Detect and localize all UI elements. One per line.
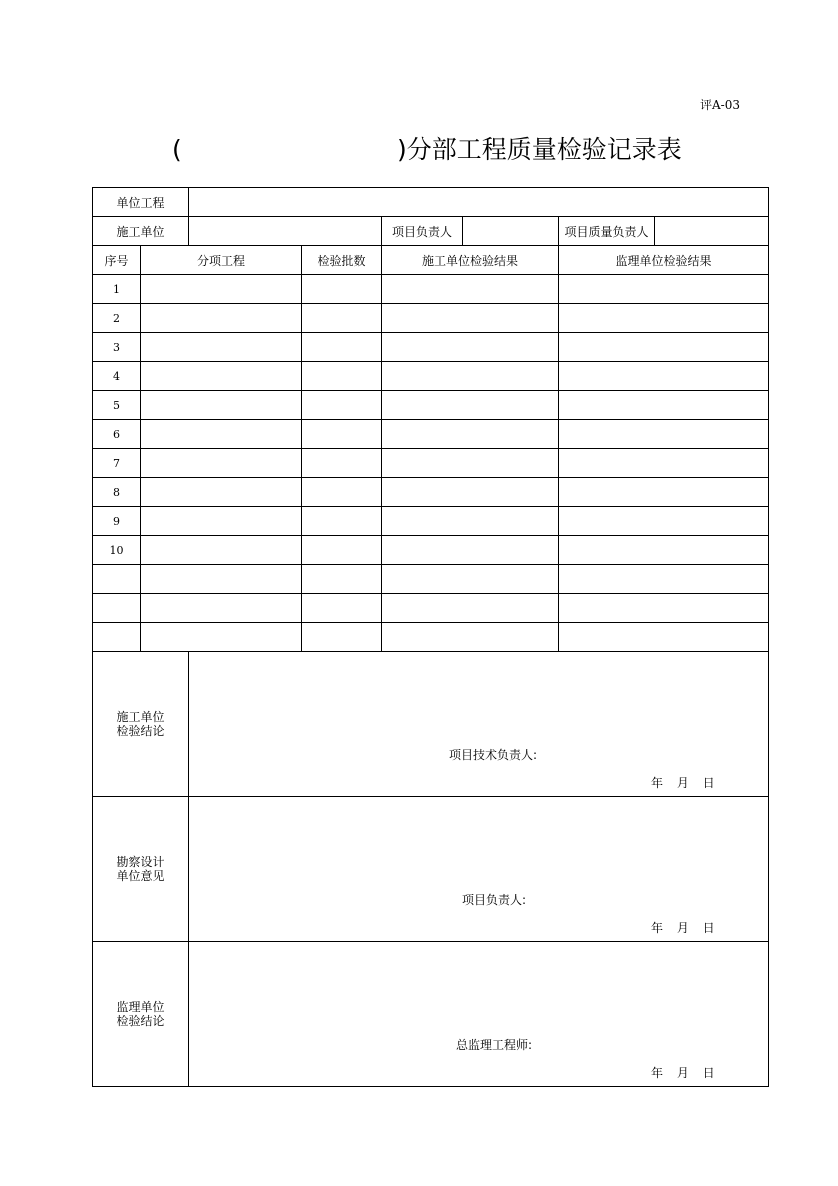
batch-count-cell[interactable] bbox=[302, 449, 382, 478]
quality-manager-field[interactable] bbox=[655, 217, 769, 246]
table-row bbox=[93, 391, 769, 420]
supervision-result-cell[interactable] bbox=[559, 304, 769, 333]
construction-result-cell[interactable] bbox=[382, 478, 559, 507]
construction-result-cell[interactable] bbox=[382, 333, 559, 362]
table-row bbox=[93, 623, 769, 652]
batch-count-cell[interactable] bbox=[302, 420, 382, 449]
project-manager-label: 项目负责人 bbox=[382, 217, 463, 246]
sub-item-cell[interactable] bbox=[141, 507, 302, 536]
table-row bbox=[93, 478, 769, 507]
supervision-result-cell[interactable] bbox=[559, 420, 769, 449]
row-number: 8 bbox=[93, 478, 141, 507]
row-number: 7 bbox=[93, 449, 141, 478]
construction-unit-field[interactable] bbox=[189, 217, 382, 246]
inspection-record-table bbox=[92, 187, 769, 1087]
table-row bbox=[93, 275, 769, 304]
supervision-result-cell[interactable] bbox=[559, 623, 769, 652]
construction-unit-label: 施工单位 bbox=[93, 217, 189, 246]
table-row bbox=[93, 507, 769, 536]
batch-count-cell[interactable] bbox=[302, 304, 382, 333]
section-label-line: 勘察设计 bbox=[116, 855, 165, 869]
sub-item-cell[interactable] bbox=[141, 304, 302, 333]
table-row bbox=[93, 362, 769, 391]
table-row bbox=[93, 536, 769, 565]
design-opinion-section bbox=[93, 797, 769, 942]
supervision-result-cell[interactable] bbox=[559, 594, 769, 623]
sub-item-cell[interactable] bbox=[141, 536, 302, 565]
sub-item-cell[interactable] bbox=[141, 275, 302, 304]
supervision-conclusion-label bbox=[93, 942, 189, 1087]
technical-manager-signature-label: 项目技术负责人: bbox=[449, 748, 538, 762]
unit-project-field[interactable] bbox=[189, 188, 769, 217]
table-row bbox=[93, 449, 769, 478]
batch-count-cell[interactable] bbox=[302, 507, 382, 536]
row-number: 6 bbox=[93, 420, 141, 449]
section-label-line: 检验结论 bbox=[116, 724, 165, 738]
date-label: 年 月 日 bbox=[651, 776, 715, 790]
supervision-result-cell[interactable] bbox=[559, 391, 769, 420]
date-label: 年 月 日 bbox=[651, 1066, 715, 1080]
column-header-row bbox=[93, 246, 769, 275]
construction-result-cell[interactable] bbox=[382, 420, 559, 449]
row-number: 3 bbox=[93, 333, 141, 362]
batch-count-cell[interactable] bbox=[302, 565, 382, 594]
construction-conclusion-area[interactable] bbox=[189, 652, 769, 797]
table-row bbox=[93, 304, 769, 333]
sub-item-cell[interactable] bbox=[141, 623, 302, 652]
section-label-line: 单位意见 bbox=[116, 869, 165, 883]
batch-count-cell[interactable] bbox=[302, 333, 382, 362]
row-number: 5 bbox=[93, 391, 141, 420]
supervision-result-cell[interactable] bbox=[559, 536, 769, 565]
table-row bbox=[93, 565, 769, 594]
supervision-result-cell[interactable] bbox=[559, 478, 769, 507]
sub-item-cell[interactable] bbox=[141, 420, 302, 449]
design-opinion-label bbox=[93, 797, 189, 942]
sub-item-cell[interactable] bbox=[141, 594, 302, 623]
construction-conclusion-section bbox=[93, 652, 769, 797]
construction-result-cell[interactable] bbox=[382, 391, 559, 420]
row-number: 2 bbox=[93, 304, 141, 333]
supervision-result-cell[interactable] bbox=[559, 507, 769, 536]
row-number bbox=[93, 565, 141, 594]
construction-result-cell[interactable] bbox=[382, 304, 559, 333]
chief-supervisor-signature-label: 总监理工程师: bbox=[456, 1038, 533, 1052]
table-row bbox=[93, 594, 769, 623]
batch-count-cell[interactable] bbox=[302, 623, 382, 652]
row-number: 1 bbox=[93, 275, 141, 304]
table-row bbox=[93, 333, 769, 362]
section-label-line: 施工单位 bbox=[116, 710, 165, 724]
sub-item-cell[interactable] bbox=[141, 333, 302, 362]
construction-result-cell[interactable] bbox=[382, 362, 559, 391]
batch-count-cell[interactable] bbox=[302, 362, 382, 391]
unit-project-row bbox=[93, 188, 769, 217]
date-label: 年 月 日 bbox=[651, 921, 715, 935]
row-number: 4 bbox=[93, 362, 141, 391]
sub-item-cell[interactable] bbox=[141, 391, 302, 420]
design-opinion-area[interactable] bbox=[189, 797, 769, 942]
sub-item-cell[interactable] bbox=[141, 362, 302, 391]
construction-unit-row bbox=[93, 217, 769, 246]
project-manager-field[interactable] bbox=[463, 217, 559, 246]
project-manager-signature-label: 项目负责人: bbox=[462, 893, 527, 907]
quality-manager-label: 项目质量负责人 bbox=[559, 217, 655, 246]
table-row bbox=[93, 420, 769, 449]
col-header-supervision-result: 监理单位检验结果 bbox=[559, 246, 769, 275]
page-title bbox=[172, 130, 712, 170]
supervision-result-cell[interactable] bbox=[559, 362, 769, 391]
construction-result-cell[interactable] bbox=[382, 507, 559, 536]
title-text: )分部工程质量检验记录表 bbox=[397, 135, 682, 164]
section-label-line: 检验结论 bbox=[116, 1014, 165, 1028]
batch-count-cell[interactable] bbox=[302, 391, 382, 420]
sub-item-cell[interactable] bbox=[141, 565, 302, 594]
supervision-result-cell[interactable] bbox=[559, 333, 769, 362]
col-header-construction-result: 施工单位检验结果 bbox=[382, 246, 559, 275]
col-header-sub-item: 分项工程 bbox=[141, 246, 302, 275]
title-paren-open: ( bbox=[172, 135, 182, 164]
row-number bbox=[93, 623, 141, 652]
construction-result-cell[interactable] bbox=[382, 536, 559, 565]
unit-project-label: 单位工程 bbox=[93, 188, 189, 217]
construction-result-cell[interactable] bbox=[382, 565, 559, 594]
row-number: 10 bbox=[93, 536, 141, 565]
supervision-conclusion-area[interactable] bbox=[189, 942, 769, 1087]
row-number bbox=[93, 594, 141, 623]
construction-result-cell[interactable] bbox=[382, 449, 559, 478]
construction-conclusion-label bbox=[93, 652, 189, 797]
batch-count-cell[interactable] bbox=[302, 536, 382, 565]
section-label-line: 监理单位 bbox=[116, 1000, 165, 1014]
sub-item-cell[interactable] bbox=[141, 478, 302, 507]
supervision-conclusion-section bbox=[93, 942, 769, 1087]
form-code: 评A-03 bbox=[700, 98, 740, 112]
batch-count-cell[interactable] bbox=[302, 594, 382, 623]
batch-count-cell[interactable] bbox=[302, 275, 382, 304]
col-header-batch-count: 检验批数 bbox=[302, 246, 382, 275]
row-number: 9 bbox=[93, 507, 141, 536]
batch-count-cell[interactable] bbox=[302, 478, 382, 507]
supervision-result-cell[interactable] bbox=[559, 275, 769, 304]
supervision-result-cell[interactable] bbox=[559, 449, 769, 478]
col-header-no: 序号 bbox=[93, 246, 141, 275]
supervision-result-cell[interactable] bbox=[559, 565, 769, 594]
construction-result-cell[interactable] bbox=[382, 275, 559, 304]
construction-result-cell[interactable] bbox=[382, 594, 559, 623]
construction-result-cell[interactable] bbox=[382, 623, 559, 652]
sub-item-cell[interactable] bbox=[141, 449, 302, 478]
